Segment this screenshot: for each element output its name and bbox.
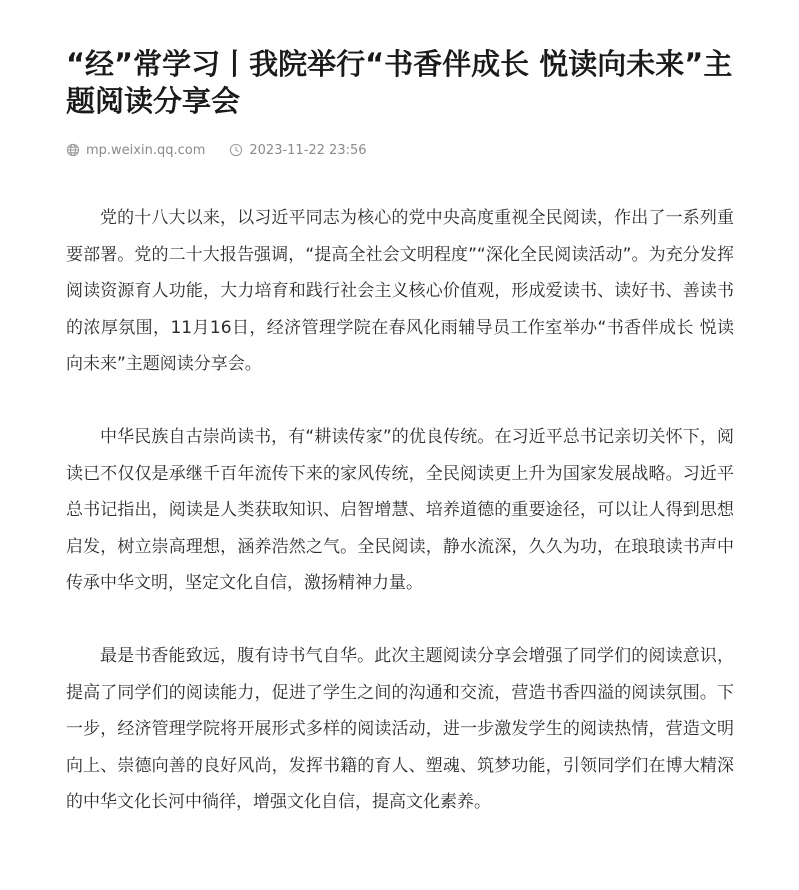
publish-time xyxy=(229,143,366,158)
paragraph: 最是书香能致远，腹有诗书气自华。此次主题阅读分享会增强了同学们的阅读意识，提高了同学们的阅读能力，促进了学生之间的沟通和交流，营造书香四溢的阅读氛围。下一步，经济管理学院将开展形式多样的阅读活动，进一步激发学生的阅读热情，营造文明向上、崇德向善的良好风尚，发挥书籍的育人、塑魂、筑梦功能，引领同学们在博大精深的中华文化长河中徜徉，增强文化自信，提高文化素养。 xyxy=(66,645,734,813)
source-info[interactable] xyxy=(66,143,205,158)
clock-icon xyxy=(229,143,243,157)
article xyxy=(66,46,734,821)
article-meta xyxy=(66,140,734,160)
article-body xyxy=(66,200,734,821)
globe-icon xyxy=(66,143,80,157)
paragraph: 党的十八大以来，以习近平同志为核心的党中央高度重视全民阅读，作出了一系列重要部署。党的二十大报告强调，“提高全社会文明程度”“深化全民阅读活动”。为充分发挥阅读资源育人功能，大力培育和践行社会主义核心价值观，形成爱读书、读好书、善读书的浓厚氛围，11月16日，经济管理学院在春风化雨辅导员工作室举办“书香伴成长 悦读向未来”主题阅读分享会。 xyxy=(66,208,734,375)
publish-datetime: 2023-11-22 23:56 xyxy=(249,142,367,158)
article-title: “经”常学习丨我院举行“书香伴成长 悦读向未来”主题阅读分享会 xyxy=(66,47,733,118)
source-domain[interactable]: mp.weixin.qq.com xyxy=(86,142,206,158)
paragraph: 中华民族自古崇尚读书，有“耕读传家”的优良传统。在习近平总书记亲切关怀下，阅读已不仅仅是承继千百年流传下来的家风传统，全民阅读更上升为国家发展战略。习近平总书记指出，阅读是人类获取知识、启智增慧、培养道德的重要途径，可以让人得到思想启发，树立崇高理想，涵养浩然之气。全民阅读，静水流深，久久为功，在琅琅读书声中传承中华文明，坚定文化自信，激扬精神力量。 xyxy=(66,426,734,594)
